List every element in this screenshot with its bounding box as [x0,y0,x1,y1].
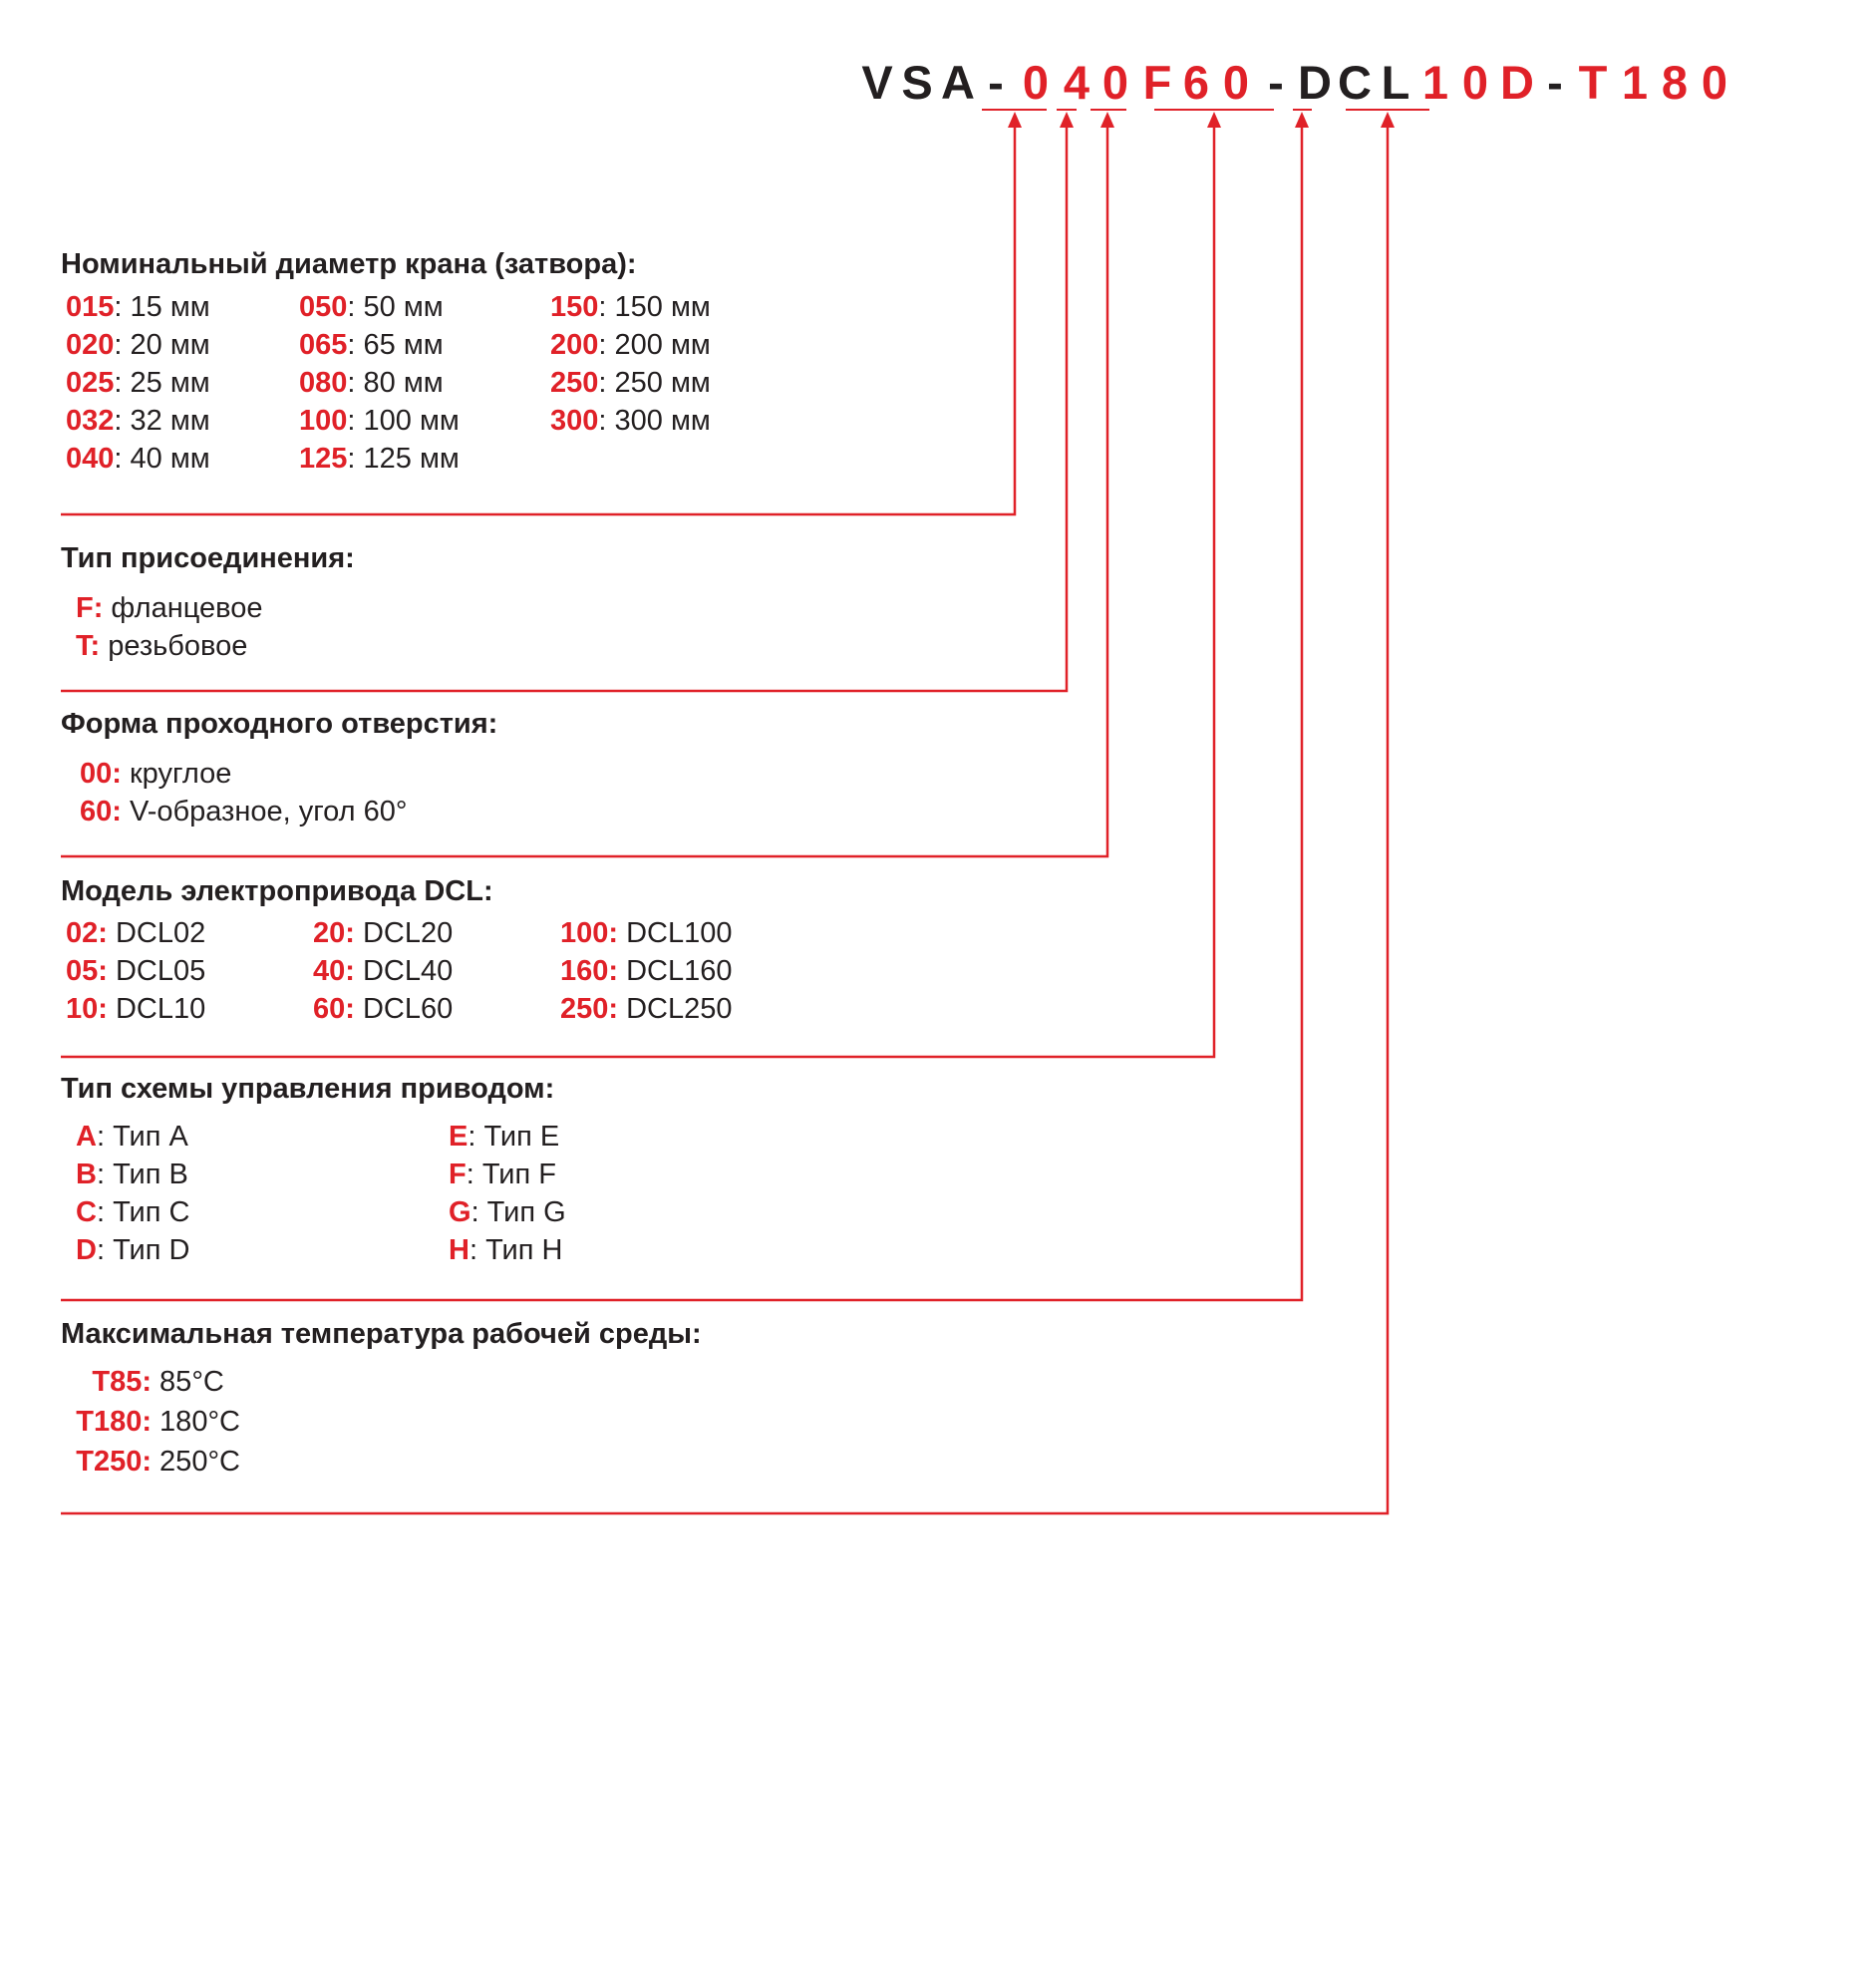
option-code: 050 [299,291,348,323]
section-title: Модель электропривода DCL: [61,875,493,907]
option-entry [560,915,733,951]
option-description: : Тип G [470,1196,566,1228]
option-entry [299,441,460,477]
option-code: T250: [76,1446,152,1478]
option-entry [299,289,444,325]
option-code: 160: [560,955,619,987]
section-title: Номинальный диаметр крана (затвора): [61,248,637,280]
option-entry [76,1119,188,1155]
option-entry [66,953,205,989]
option-code: 02: [66,917,108,949]
option-entry [313,991,453,1027]
code-char: 1 [1421,56,1449,109]
option-description: V-образное, угол 60° [121,796,408,828]
option-description: : Тип E [468,1121,560,1153]
option-entry [76,1194,189,1230]
option-code: 100: [560,917,619,949]
option-code: 250 [550,367,599,399]
code-char: 0 [1101,56,1129,109]
code-char: 4 [1063,56,1091,109]
option-code: T85: [92,1366,152,1398]
option-description: DCL160 [618,955,733,987]
option-entry [66,327,210,363]
code-char: - [988,56,1004,109]
code-char: - [1268,56,1284,109]
option-code: 100 [299,405,348,437]
option-description: : 100 мм [347,405,460,437]
option-code: 60: [80,796,122,828]
option-entry [550,327,711,363]
code-char: C [1338,56,1372,109]
code-char: T [1578,56,1608,109]
option-code: 150 [550,291,599,323]
option-description: : 20 мм [114,329,210,361]
code-char: 1 [1621,56,1649,109]
option-entry [80,756,231,792]
option-entry [449,1232,562,1268]
option-description: фланцевое [103,592,263,624]
arrowhead [1295,112,1309,128]
arrowhead [1207,112,1221,128]
section-title: Максимальная температура рабочей среды: [61,1318,702,1350]
option-code: 05: [66,955,108,987]
option-description: : 150 мм [598,291,711,323]
option-description: : 25 мм [114,367,210,399]
code-char: 8 [1661,56,1689,109]
code-char: - [1547,56,1563,109]
option-code: 032 [66,405,115,437]
arrowhead [1060,112,1074,128]
option-entry [76,628,247,664]
option-code: A [76,1121,97,1153]
option-description: : Тип D [96,1234,190,1266]
option-code: 00: [80,758,122,790]
option-code: 040 [66,443,115,475]
option-entry [550,403,711,439]
option-code: 10: [66,993,108,1025]
option-code: 065 [299,329,348,361]
option-description: : 65 мм [347,329,444,361]
option-entry [299,365,444,401]
option-entry [299,403,460,439]
option-description: : Тип H [469,1234,563,1266]
option-entry [66,441,210,477]
option-entry [66,365,210,401]
option-code: 250: [560,993,619,1025]
code-char: D [1298,56,1332,109]
arrowhead [1381,112,1395,128]
option-entry [550,365,711,401]
code-char: 0 [1701,56,1728,109]
option-code: 125 [299,443,348,475]
option-entry [550,289,711,325]
option-entry [560,991,733,1027]
option-description: : Тип B [96,1159,188,1190]
option-code: 40: [313,955,355,987]
option-entry [66,289,210,325]
option-code: 20: [313,917,355,949]
option-code: 200 [550,329,599,361]
code-char: F [1142,56,1172,109]
option-entry [76,1232,189,1268]
option-description: : Тип C [96,1196,190,1228]
code-char: A [941,56,975,109]
option-description: : 15 мм [114,291,210,323]
option-code: 020 [66,329,115,361]
code-char: S [901,56,933,109]
option-entry [66,403,210,439]
option-entry [80,794,408,829]
option-code: H [449,1234,469,1266]
code-char: L [1381,56,1410,109]
option-entry [299,327,444,363]
option-entry [76,1157,188,1192]
option-code: D [76,1234,97,1266]
option-description: 180°C [152,1406,240,1438]
option-code: F [449,1159,467,1190]
option-code: G [449,1196,471,1228]
option-description: DCL20 [354,917,454,949]
option-description: : 50 мм [347,291,444,323]
option-code: 300 [550,405,599,437]
option-description: : 200 мм [598,329,711,361]
option-code: 60: [313,993,355,1025]
option-description: 85°C [152,1366,224,1398]
option-description: : 32 мм [114,405,210,437]
option-description: DCL40 [354,955,454,987]
code-char: 6 [1182,56,1210,109]
option-code: T: [76,630,101,662]
option-entry [66,991,205,1027]
code-char: V [861,56,893,109]
option-description: DCL60 [354,993,454,1025]
option-code: 080 [299,367,348,399]
option-description: : Тип F [466,1159,556,1190]
code-char: 0 [1461,56,1489,109]
section-title: Тип присоединения: [61,542,355,574]
section-title: Тип схемы управления приводом: [61,1073,555,1105]
option-entry [76,590,262,626]
code-char: D [1500,56,1534,109]
code-char: 0 [1222,56,1250,109]
option-code: C [76,1196,97,1228]
option-description: DCL100 [618,917,733,949]
option-entry [313,915,453,951]
option-description: : 125 мм [347,443,460,475]
section-title: Форма проходного отверстия: [61,708,498,740]
option-description: резьбовое [100,630,248,662]
option-description: DCL250 [618,993,733,1025]
option-entry [560,953,733,989]
option-entry [0,1404,997,1440]
option-description: : Тип A [96,1121,188,1153]
option-code: 015 [66,291,115,323]
option-entry [313,953,453,989]
option-entry [0,1364,997,1400]
option-code: T180: [76,1406,152,1438]
option-code: B [76,1159,97,1190]
option-description: круглое [121,758,232,790]
option-entry [449,1157,556,1192]
arrowhead [1008,112,1022,128]
option-description: : 80 мм [347,367,444,399]
option-entry [0,1444,997,1480]
option-entry [66,915,205,951]
option-description: : 40 мм [114,443,210,475]
option-code: F: [76,592,104,624]
option-code: 025 [66,367,115,399]
code-char: 0 [1022,56,1050,109]
option-description: : 300 мм [598,405,711,437]
option-description: : 250 мм [598,367,711,399]
connector-line [61,126,1107,856]
option-description: DCL02 [107,917,206,949]
option-description: 250°C [152,1446,240,1478]
option-entry [449,1194,566,1230]
option-entry [449,1119,559,1155]
option-description: DCL10 [107,993,206,1025]
option-description: DCL05 [107,955,206,987]
option-code: E [449,1121,469,1153]
arrowhead [1100,112,1114,128]
